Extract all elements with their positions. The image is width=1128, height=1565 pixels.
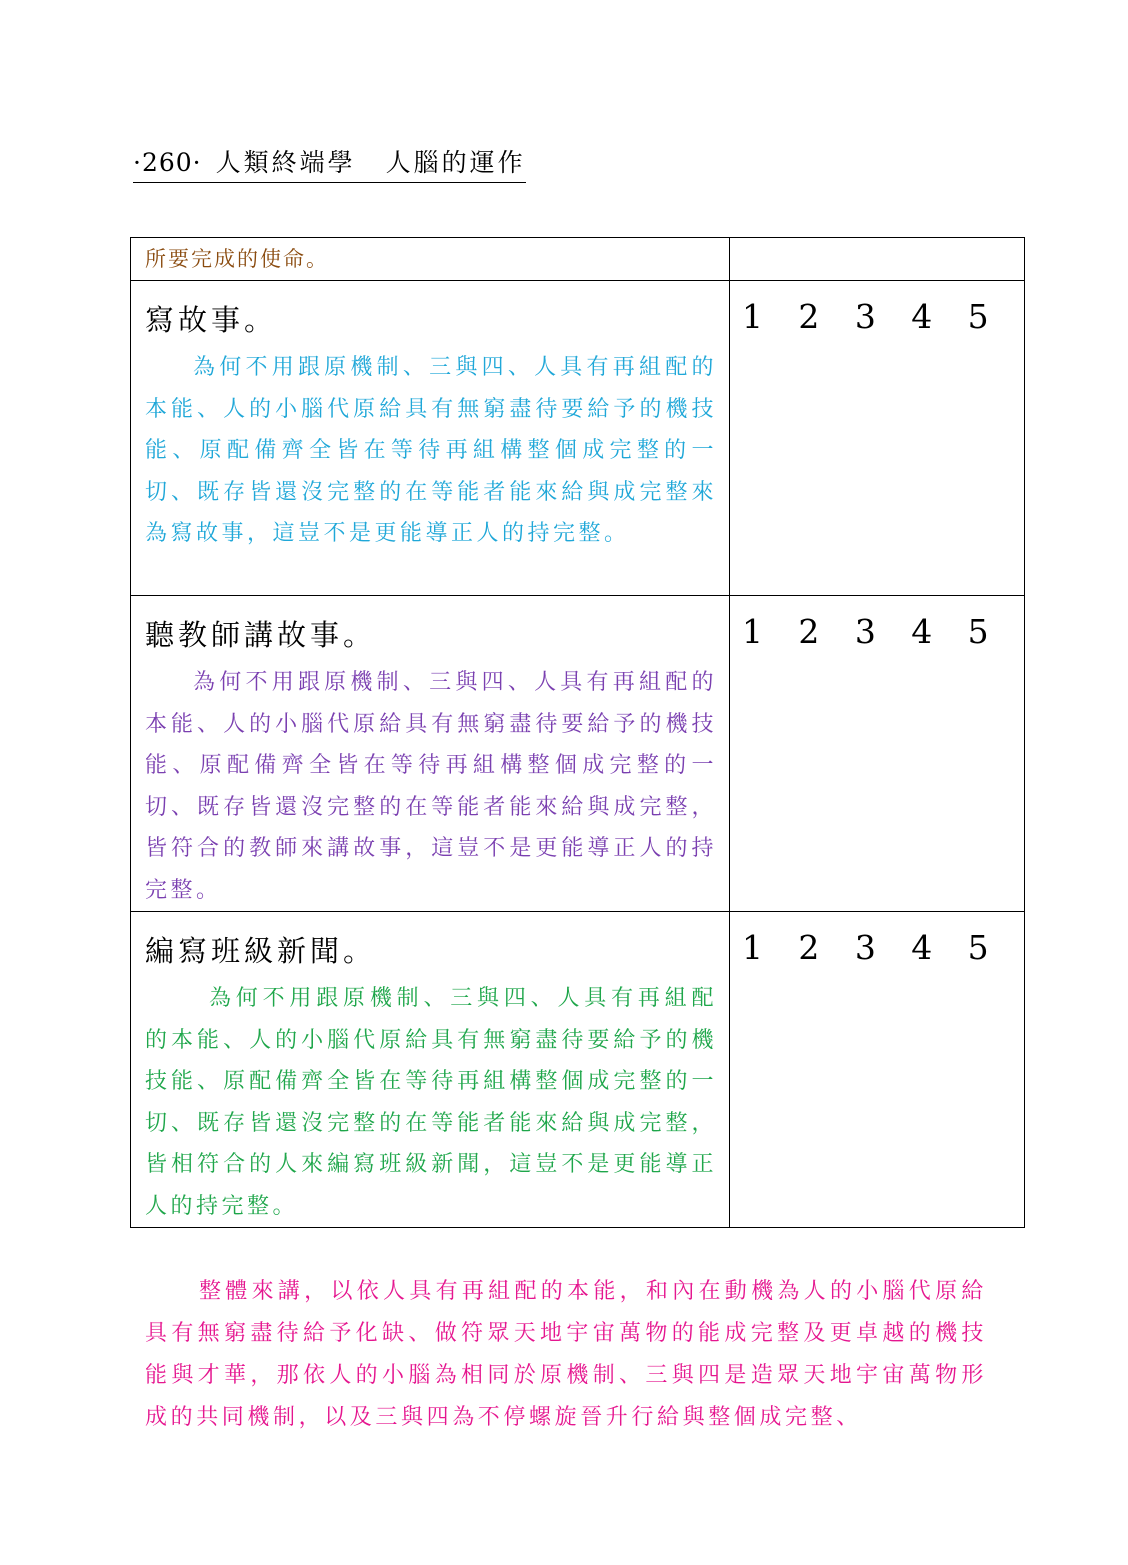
table-row [131,596,1025,912]
rating-option-4: 4 [911,928,933,967]
item-title: 寫故事。 [145,303,278,337]
closing-paragraph: 整體來講，以依人具有再組配的本能，和內在動機為人的小腦代原給具有無窮盡待給予化缺、做符眾天地宇宙萬物的能成完整及更卓越的機技能與才華，那依人的小腦為相同於原機制、三與四是造眾天地宇宙萬物形成的共同機制，以及三與四為不停螺旋晉升行給與整個成完整、 [145,1279,987,1430]
item-body: 為何不用跟原機制、三與四、人具有再組配的本能、人的小腦代原給具有無窮盡待要給予的機技能、原配備齊全皆在等待再組構整個成完整的一切、既存皆還沒完整的在等能者能來給與成完整，皆相符合的人來編寫班級新聞，這豈不是更能導正人的持完整。 [145,986,717,1219]
rating-option-2: 2 [798,928,820,967]
page-number: ·260· [133,148,202,177]
rating-option-1: 1 [742,297,763,336]
rating-option-4: 4 [911,297,933,336]
rating-option-3: 3 [854,928,876,967]
chapter-title: 人腦的運作 [385,148,526,177]
item-cell [131,596,730,912]
item-title: 編寫班級新聞。 [145,934,377,968]
table-row [131,281,1025,596]
item-title: 聽教師講故事。 [145,618,377,652]
item-body: 為何不用跟原機制、三與四、人具有再組配的本能、人的小腦代原給具有無窮盡待要給予的機技能、原配備齊全皆在等待再組構整個成完整的一切、既存皆還沒完整的在等能者能來給與成完整來為寫故事，這豈不是更能導正人的持完整。 [145,355,717,546]
rating-option-3: 3 [854,297,876,336]
rating-option-5: 5 [967,612,989,651]
rating-option-3: 3 [854,612,876,651]
item-cell [131,912,730,1228]
table-row [131,912,1025,1228]
book-title: 人類終端學 [215,148,356,177]
rating-scale [730,297,1024,337]
rating-scale-cell [730,281,1025,596]
table-row-carryover [131,238,1025,281]
rating-option-1: 1 [742,928,763,967]
rating-option-1: 1 [742,612,763,651]
rating-scale [730,928,1024,968]
rating-option-2: 2 [798,612,820,651]
rating-scale-cell [730,912,1025,1228]
rating-option-2: 2 [798,297,820,336]
carryover-scale-cell [730,238,1025,281]
rating-option-4: 4 [911,612,933,651]
rating-option-5: 5 [967,928,989,967]
carryover-text: 所要完成的使命。 [145,247,329,271]
rating-option-5: 5 [967,297,989,336]
carryover-cell [131,238,730,281]
page-header [133,146,526,183]
rating-scale [730,612,1024,652]
survey-table [130,237,1025,1228]
rating-scale-cell [730,596,1025,912]
item-body: 為何不用跟原機制、三與四、人具有再組配的本能、人的小腦代原給具有無窮盡待要給予的機技能、原配備齊全皆在等待再組構整個成完整的一切、既存皆還沒完整的在等能者能來給與成完整，皆符合的教師來講故事，這豈不是更能導正人的持完整。 [145,670,717,903]
item-cell [131,281,730,596]
